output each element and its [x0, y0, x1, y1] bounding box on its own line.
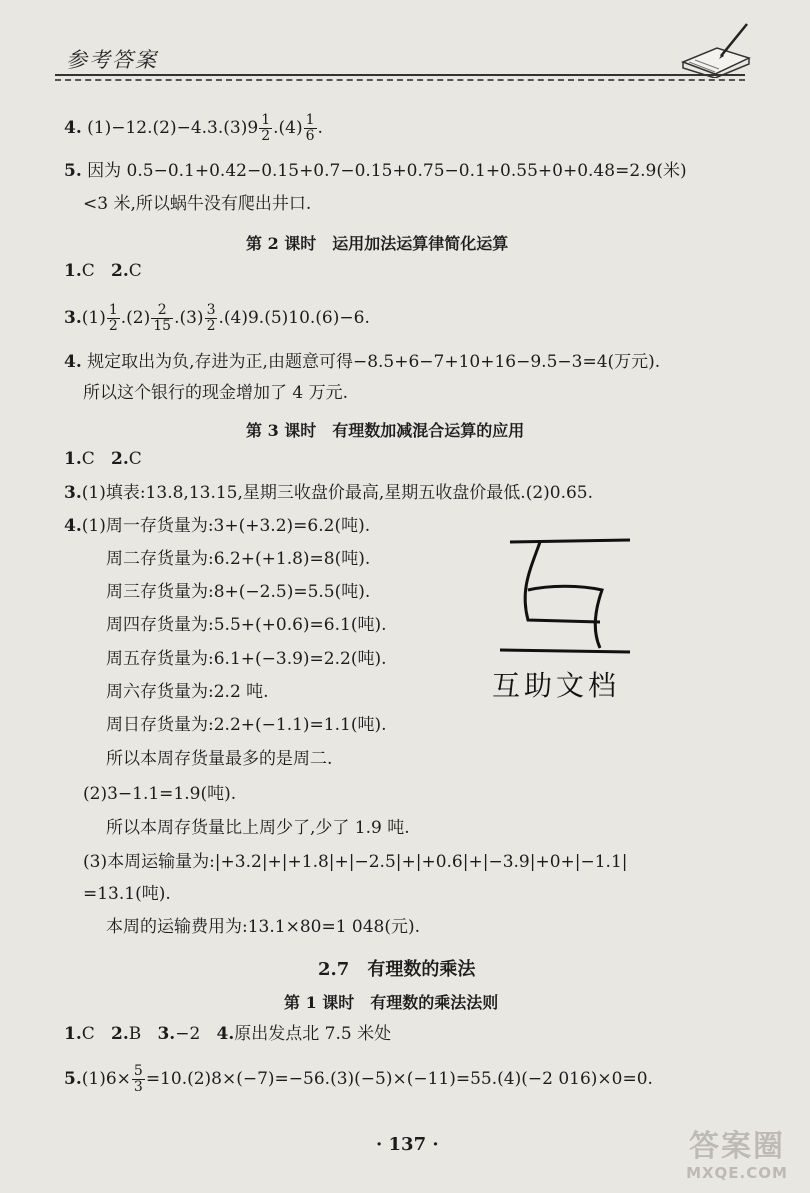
fraction: $\frac{1}{2}$: [261, 112, 271, 144]
fraction: $\frac{5}{3}$: [133, 1063, 143, 1095]
stamp-text: 互助文档: [492, 669, 621, 702]
fraction: $\frac{1}{6}$: [305, 112, 315, 144]
lesson3-q1-q2: 1.C 2.C: [64, 449, 142, 469]
page-number: · 137 ·: [376, 1134, 439, 1155]
lesson3-q4-l5: 周五存货量为:6.1+(−3.9)=2.2(吨).: [106, 649, 387, 669]
answer-q4: 4. (1)−12.(2)−4.3.(3)9 $\frac{1}{2}$ .(4) $\frac{1}{6}$ .: [64, 112, 323, 144]
mult-q5: 5.(1)6× $\frac{5}{3}$ =10.(2)8×(−7)=−56.(3)(−5)×(−11)=55.(4)(−2 016)×0=0.: [64, 1063, 653, 1095]
book-pen-icon: [675, 22, 755, 78]
lesson3-q4-l11: (3)本周运输量为:|+3.2|+|+1.8|+|−2.5|+|+0.6|+|−3.9|+0+|−1.1|: [83, 852, 628, 872]
page-header: [0, 0, 810, 90]
lesson3-q4-l12: =13.1(吨).: [83, 884, 171, 904]
lesson2-q4-line2: 所以这个银行的现金增加了 4 万元.: [83, 383, 349, 403]
lesson3-q4-l13: 本周的运输费用为:13.1×80=1 048(元).: [106, 917, 421, 937]
lesson3-q4-l10: 所以本周存货量比上周少了,少了 1.9 吨.: [106, 818, 410, 838]
fraction: $\frac{3}{2}$: [206, 302, 216, 334]
lesson3-q4-l2: 周二存货量为:6.2+(+1.8)=8(吨).: [106, 549, 371, 569]
lesson3-q4-l4: 周四存货量为:5.5+(+0.6)=6.1(吨).: [106, 615, 387, 635]
lesson3-q4-l8: 所以本周存货量最多的是周二.: [106, 749, 333, 769]
fraction: $\frac{1}{2}$: [108, 302, 118, 334]
lesson2-q1-q2: 1.C 2.C: [64, 261, 142, 281]
lesson3-q3: 3.(1)填表:13.8,13.15,星期三收盘价最高,星期五收盘价最低.(2)0.65.: [64, 483, 594, 503]
lesson2-q3: 3.(1) $\frac{1}{2}$ .(2) $\frac{2}{15}$ .(3) $\frac{3}{2}$ .(4)9.(5)10.(6)−6.: [64, 302, 370, 334]
watermark: 答案圈 MXQE.COM: [686, 1129, 788, 1182]
section-2-7-heading: 2.7 有理数的乘法: [318, 959, 476, 980]
mult-q1-q4: 1.C 2.B 3.−2 4.原出发点北 7.5 米处: [64, 1024, 392, 1044]
lesson3-q4-l3: 周三存货量为:8+(−2.5)=5.5(吨).: [106, 582, 371, 602]
lesson-1-heading: 第 1 课时 有理数的乘法法则: [284, 993, 499, 1012]
answer-q5-line2: <3 米,所以蜗牛没有爬出井口.: [83, 194, 312, 214]
header-rule-dashed: [55, 79, 745, 81]
fraction: $\frac{2}{15}$: [153, 302, 172, 334]
header-rule: [55, 74, 745, 76]
header-title: 参考答案: [66, 48, 158, 72]
lesson3-q4-l6: 周六存货量为:2.2 吨.: [106, 682, 269, 702]
lesson-2-heading: 第 2 课时 运用加法运算律简化运算: [246, 234, 509, 253]
lesson2-q4-line1: 4. 规定取出为负,存进为正,由题意可得−8.5+6−7+10+16−9.5−3=4(万元).: [64, 352, 661, 372]
lesson3-q4-l1: 4.(1)周一存货量为:3+(+3.2)=6.2(吨).: [64, 516, 371, 536]
lesson3-q4-l9: (2)3−1.1=1.9(吨).: [83, 784, 237, 804]
lesson-3-heading: 第 3 课时 有理数加减混合运算的应用: [246, 421, 525, 440]
lesson3-q4-l7: 周日存货量为:2.2+(−1.1)=1.1(吨).: [106, 715, 387, 735]
answer-q5-line1: 5. 因为 0.5−0.1+0.42−0.15+0.7−0.15+0.75−0.1+0.55+0+0.48=2.9(米): [64, 161, 687, 181]
